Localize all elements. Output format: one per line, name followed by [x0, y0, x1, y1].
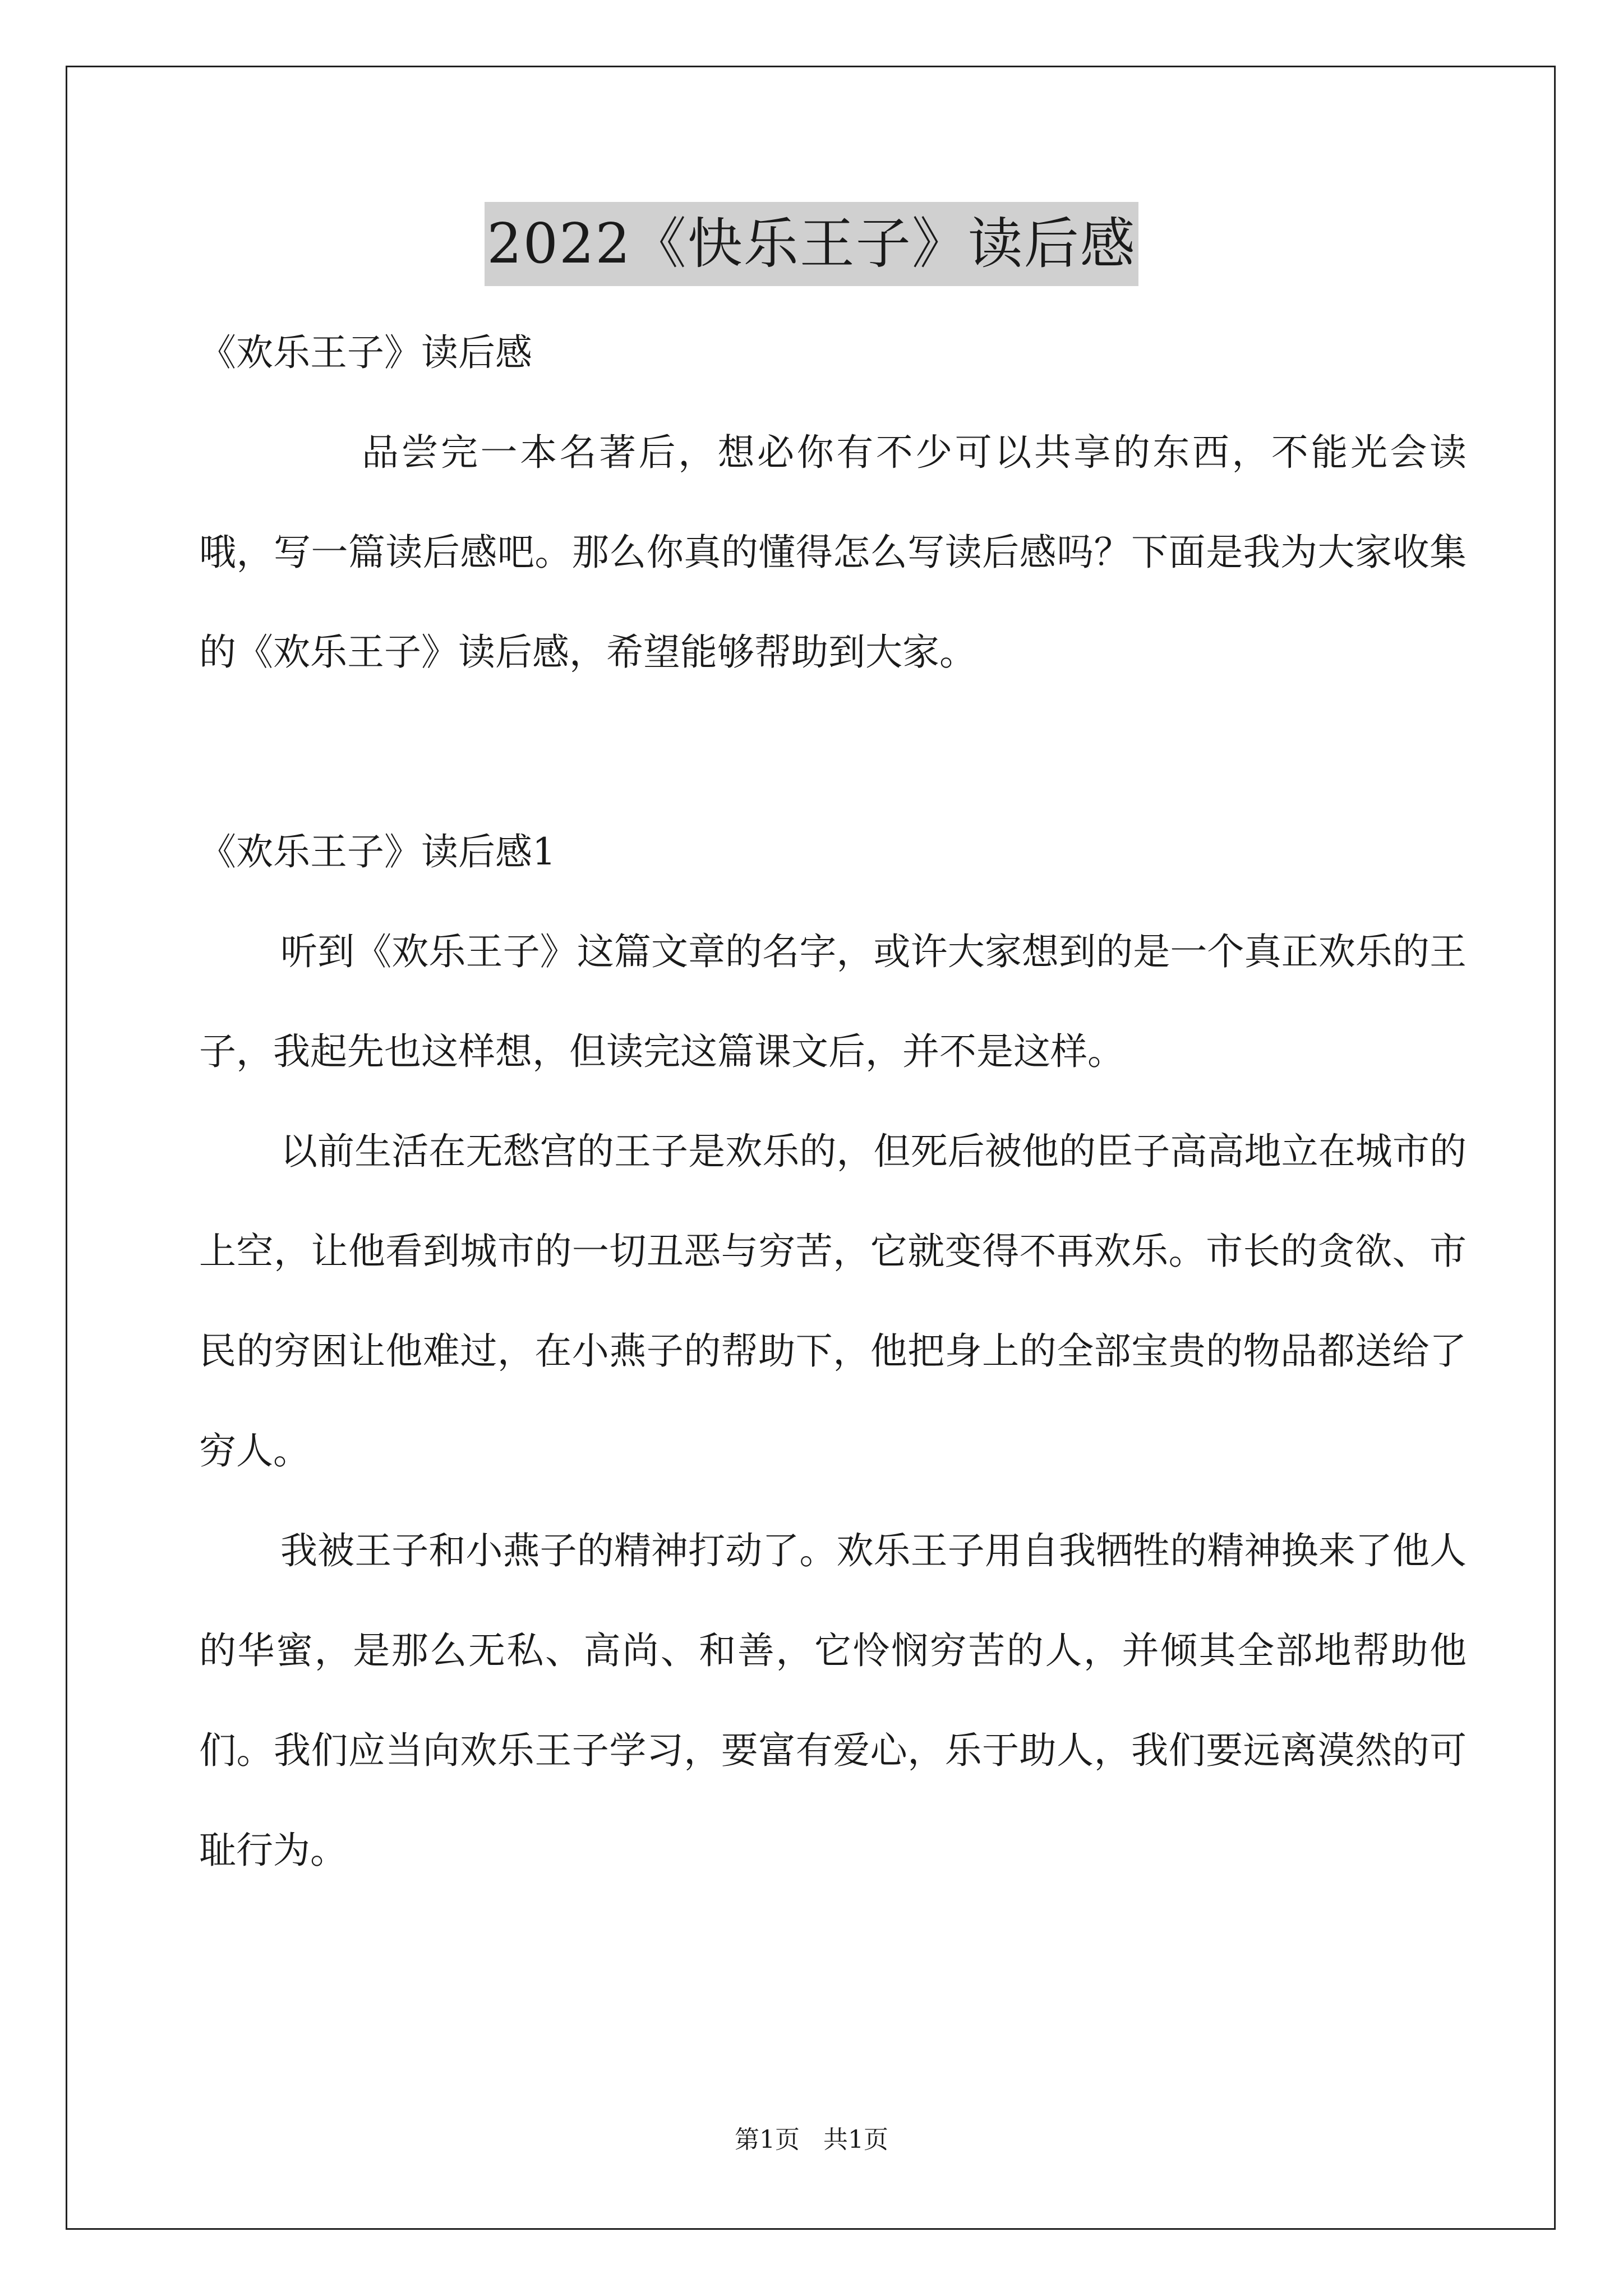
section-heading-intro: 《欢乐王子》读后感 — [199, 331, 532, 374]
page-number-current: 第1页 — [735, 2125, 800, 2154]
section-spacer — [199, 702, 1467, 802]
document-title: 2022《快乐王子》读后感 — [485, 202, 1138, 286]
body-paragraph-2: 以前生活在无愁宫的王子是欢乐的，但死后被他的臣子高高地立在城市的上空，让他看到城市的一切丑恶与穷苦，它就变得不再欢乐。市长的贪欲、市民的穷困让他难过，在小燕子的帮助下，他把身上的全部宝贵的物品都送给了穷人。 — [199, 1130, 1467, 1473]
title-container — [0, 202, 1623, 286]
page-footer — [0, 2123, 1623, 2157]
body-paragraph-1: 听到《欢乐王子》这篇文章的名字，或许大家想到的是一个真正欢乐的王子，我起先也这样想，但读完这篇课文后，并不是这样。 — [199, 930, 1467, 1073]
document-body — [199, 303, 1467, 1901]
page-number-total: 共1页 — [823, 2125, 888, 2154]
intro-paragraph: 品尝完一本名著后，想必你有不少可以共享的东西，不能光会读哦，写一篇读后感吧。那么你真的懂得怎么写读后感吗？下面是我为大家收集的《欢乐王子》读后感，希望能够帮助到大家。 — [199, 431, 1467, 674]
body-paragraph-3: 我被王子和小燕子的精神打动了。欢乐王子用自我牺牲的精神换来了他人的华蜜，是那么无私、高尚、和善，它怜悯穷苦的人，并倾其全部地帮助他们。我们应当向欢乐王子学习，要富有爱心，乐于助人，我们要远离漠然的可耻行为。 — [199, 1529, 1467, 1872]
section-heading-1: 《欢乐王子》读后感1 — [199, 830, 556, 873]
